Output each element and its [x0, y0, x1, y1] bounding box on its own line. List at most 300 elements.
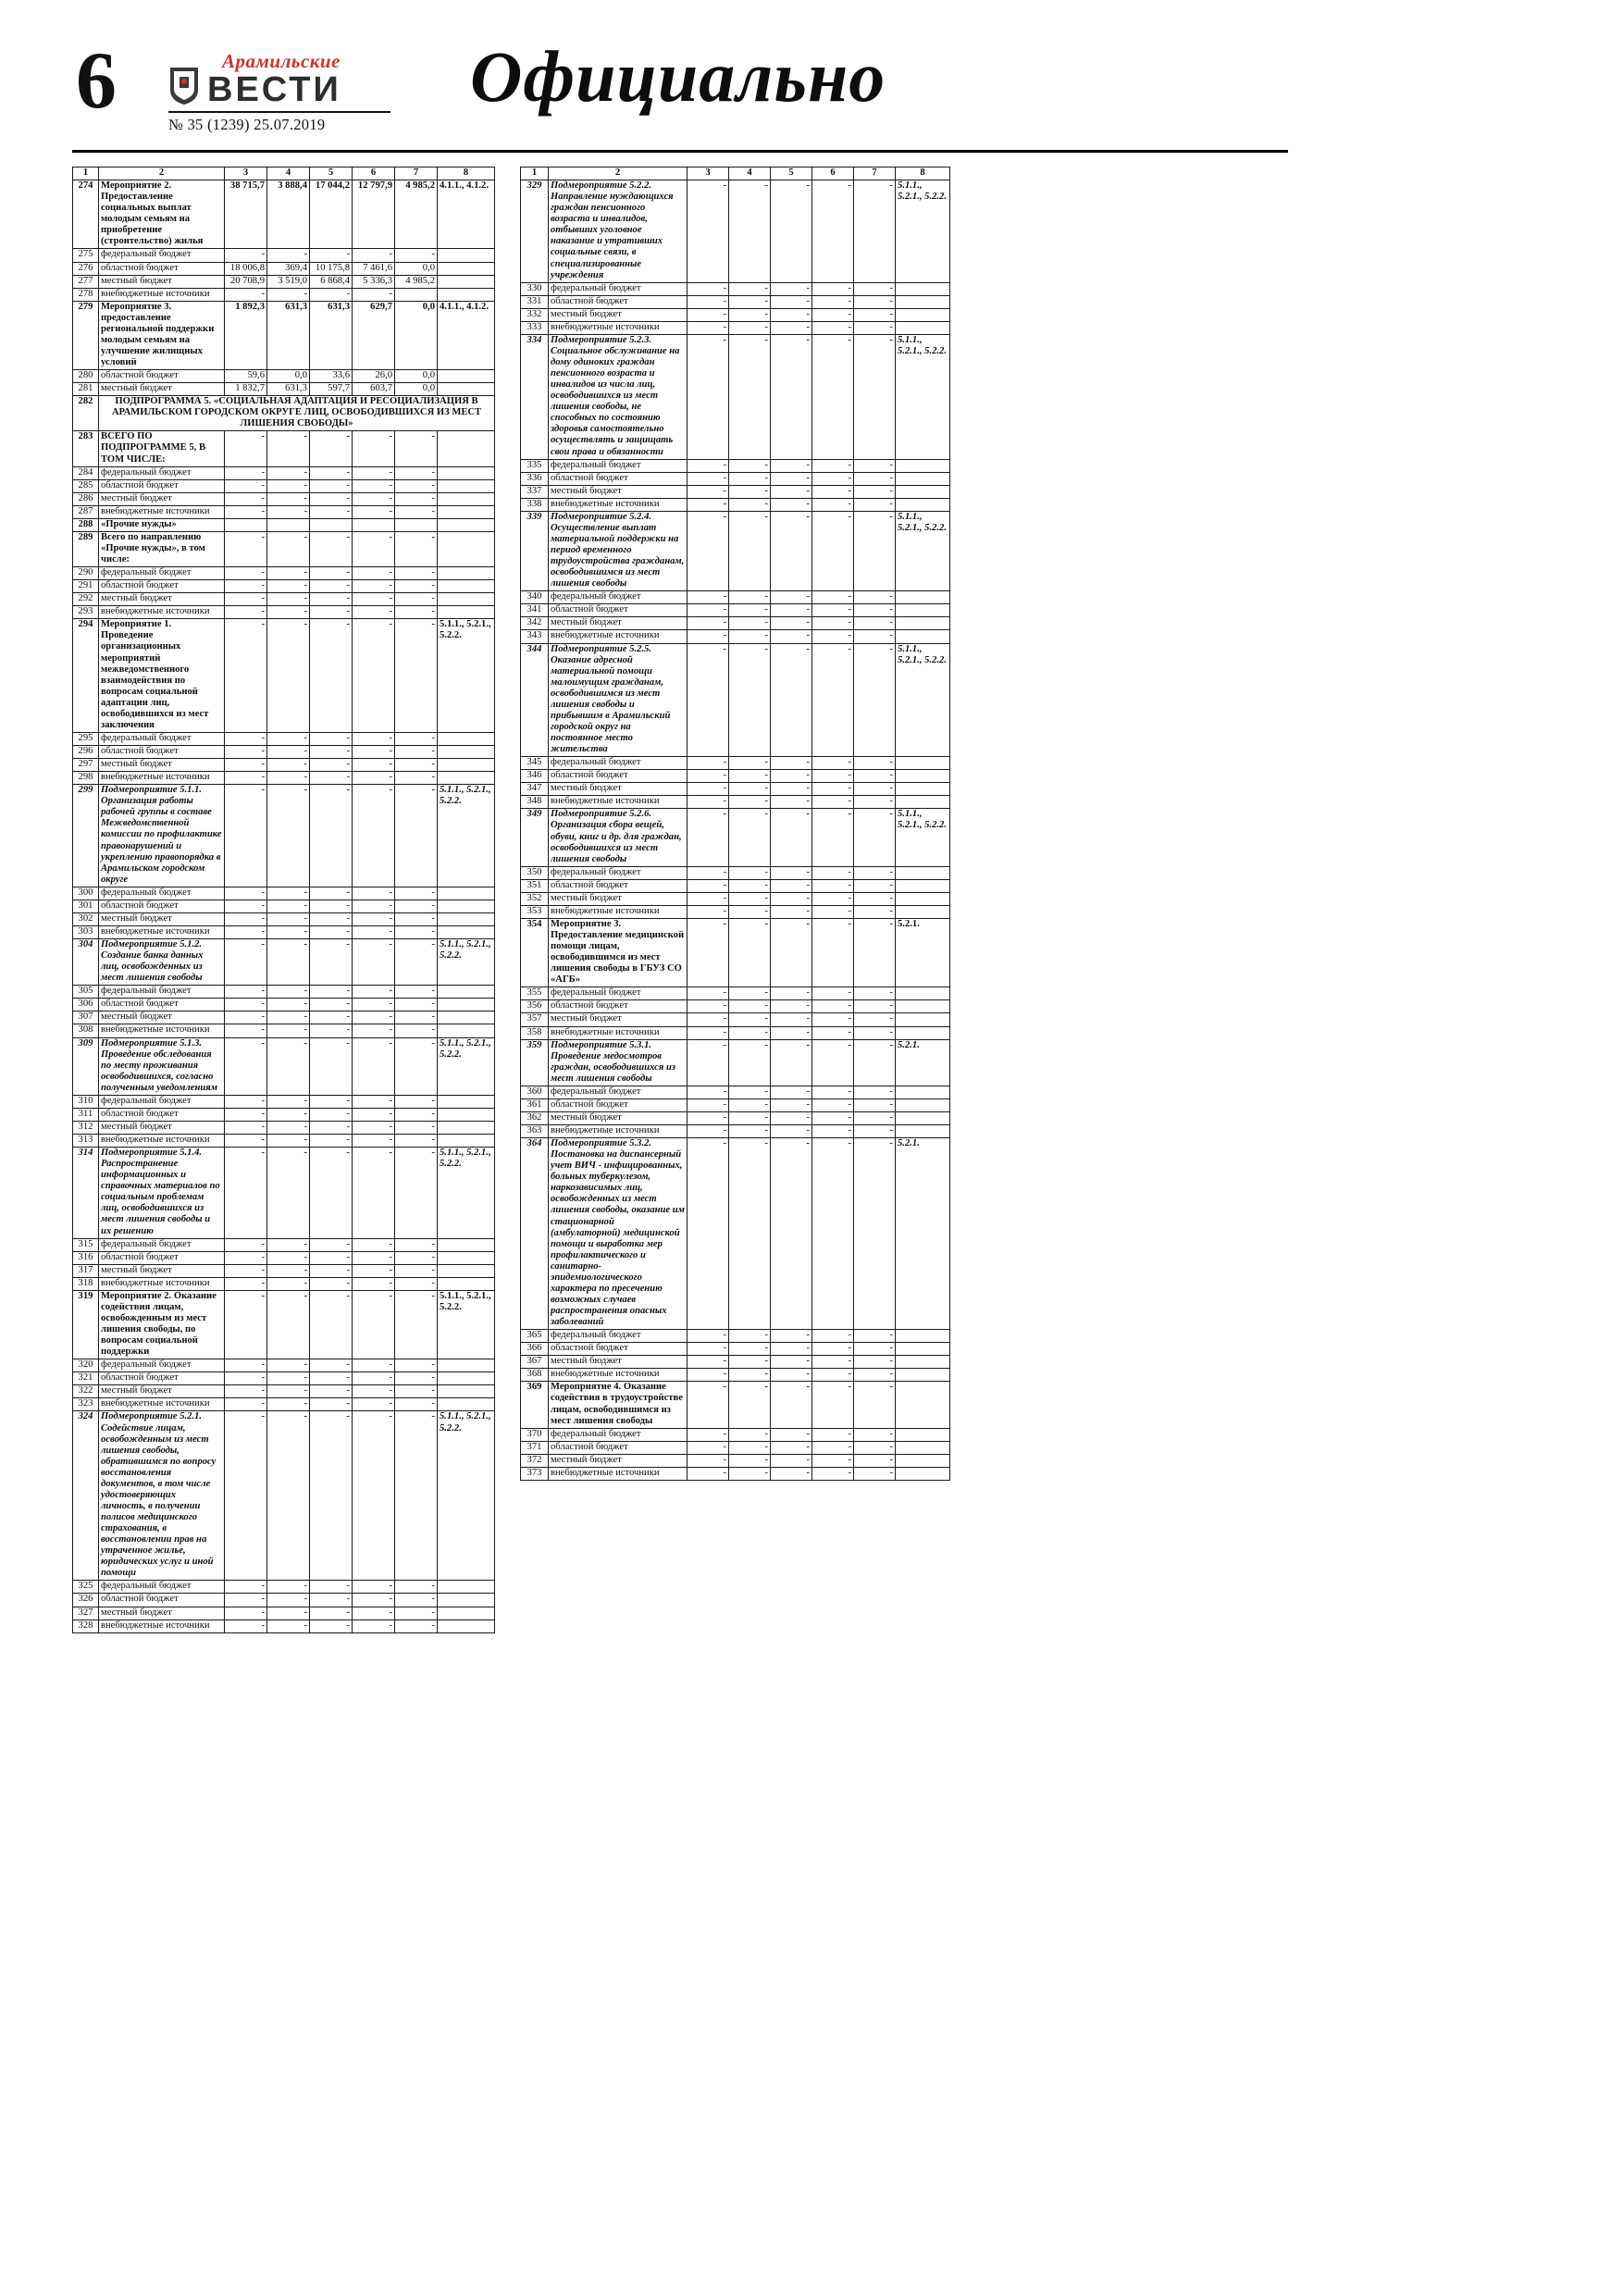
amount-cell: - [395, 593, 438, 606]
target-ref-cell [438, 275, 495, 288]
amount-cell: - [310, 1148, 353, 1239]
row-number-cell: 327 [73, 1607, 99, 1620]
row-title-cell: федеральный бюджет [549, 282, 688, 295]
target-ref-cell [438, 1385, 495, 1398]
amount-cell: - [688, 770, 729, 783]
amount-cell: - [729, 334, 771, 459]
row-title-cell: ВСЕГО ПО ПОДПРОГРАММЕ 5, В ТОМ ЧИСЛЕ: [99, 431, 225, 466]
amount-cell: - [688, 783, 729, 796]
table-row [521, 757, 950, 770]
amount-cell: - [395, 1264, 438, 1277]
amount-cell: - [688, 321, 729, 334]
row-title-cell: федеральный бюджет [99, 732, 225, 745]
target-ref-cell [896, 1125, 950, 1138]
page-number: 6 [76, 36, 117, 126]
table-row [73, 1121, 495, 1134]
amount-cell: - [729, 1454, 771, 1467]
row-title-cell: Мероприятие 3. предоставление региональной поддержки молодым семьям на улучшение жилищных условий [99, 301, 225, 369]
row-number-cell: 285 [73, 479, 99, 492]
table-row [521, 334, 950, 459]
amount-cell: - [225, 1607, 267, 1620]
row-title-cell: федеральный бюджет [99, 249, 225, 262]
amount-cell: - [688, 918, 729, 987]
amount-cell: - [267, 1385, 310, 1398]
target-ref-cell [896, 1111, 950, 1124]
amount-cell: - [854, 459, 896, 472]
table-row [521, 630, 950, 643]
brand-row [168, 50, 390, 109]
table-row [521, 1454, 950, 1467]
amount-cell: - [395, 1251, 438, 1264]
target-ref-cell [896, 1026, 950, 1039]
amount-cell: - [729, 1428, 771, 1441]
row-number-cell: 350 [521, 866, 549, 879]
amount-cell: - [688, 757, 729, 770]
table-row [521, 866, 950, 879]
amount-cell: 4 985,2 [395, 275, 438, 288]
brand-name-bottom: ВЕСТИ [207, 70, 341, 109]
table-row [521, 879, 950, 892]
amount-cell: - [395, 1594, 438, 1607]
amount-cell: - [729, 1125, 771, 1138]
row-number-cell: 354 [521, 918, 549, 987]
target-ref-cell [438, 1581, 495, 1594]
column-header: 5 [310, 168, 353, 180]
row-title-cell: Подмероприятие 5.1.1. Организация работы рабочей группы в составе Межведомственной комиссии по профилактике правонарушений и укреплению правопорядка в Арамильском городском округе [99, 785, 225, 887]
amount-cell: - [729, 604, 771, 617]
target-ref-cell: 5.2.1. [896, 918, 950, 987]
row-number-cell: 358 [521, 1026, 549, 1039]
amount-cell: - [310, 1264, 353, 1277]
row-title-cell: федеральный бюджет [99, 567, 225, 580]
table-row [73, 518, 495, 531]
target-ref-cell [438, 262, 495, 275]
amount-cell: - [225, 1385, 267, 1398]
amount-cell: - [267, 431, 310, 466]
amount-cell: - [771, 796, 812, 809]
amount-cell: - [353, 567, 395, 580]
row-number-cell: 324 [73, 1411, 99, 1581]
target-ref-cell [896, 892, 950, 905]
table-row [521, 511, 950, 590]
section-title: Официально [470, 36, 886, 117]
amount-cell: - [729, 498, 771, 511]
amount-cell: - [267, 593, 310, 606]
amount-cell: - [688, 604, 729, 617]
amount-cell: - [225, 1121, 267, 1134]
amount-cell: - [771, 1125, 812, 1138]
row-title-cell: местный бюджет [549, 1111, 688, 1124]
column-header: 8 [438, 168, 495, 180]
target-ref-cell [438, 1121, 495, 1134]
target-ref-cell [438, 732, 495, 745]
amount-cell: - [225, 1024, 267, 1037]
amount-cell: - [771, 1086, 812, 1098]
table-row [521, 770, 950, 783]
target-ref-cell [438, 746, 495, 759]
amount-cell: - [729, 757, 771, 770]
target-ref-cell [438, 567, 495, 580]
target-ref-cell [896, 1369, 950, 1382]
target-ref-cell: 5.1.1., 5.2.1., 5.2.2. [438, 1037, 495, 1095]
table-row [521, 1086, 950, 1098]
amount-cell: - [812, 879, 854, 892]
amount-cell: - [771, 987, 812, 1000]
table-row [73, 593, 495, 606]
table-row [73, 1607, 495, 1620]
amount-cell: 1 832,7 [225, 383, 267, 396]
amount-cell: - [771, 918, 812, 987]
amount-cell: - [310, 1398, 353, 1411]
target-ref-cell [896, 1098, 950, 1111]
amount-cell: - [225, 1277, 267, 1290]
amount-cell: 629,7 [353, 301, 395, 369]
amount-cell: - [688, 498, 729, 511]
row-number-cell: 304 [73, 939, 99, 986]
amount-cell: - [854, 1382, 896, 1428]
amount-cell: - [353, 288, 395, 301]
row-title-cell: местный бюджет [99, 1264, 225, 1277]
row-title-cell: Подмероприятие 5.3.1. Проведение медосмотров граждан, освободившихся из мест лишения свободы [549, 1039, 688, 1086]
amount-cell: - [729, 1441, 771, 1454]
amount-cell: - [688, 617, 729, 630]
row-title-cell: областной бюджет [549, 1000, 688, 1013]
amount-cell: - [395, 986, 438, 999]
amount-cell: - [310, 567, 353, 580]
target-ref-cell [438, 759, 495, 772]
amount-cell: - [353, 1372, 395, 1385]
amount-cell [395, 518, 438, 531]
amount-cell: - [353, 912, 395, 925]
amount-cell: - [395, 900, 438, 912]
row-number-cell: 333 [521, 321, 549, 334]
row-number-cell: 280 [73, 370, 99, 383]
table-row [73, 606, 495, 619]
amount-cell: - [729, 459, 771, 472]
amount-cell: - [854, 1356, 896, 1369]
amount-cell: 6 868,4 [310, 275, 353, 288]
amount-cell: - [395, 1011, 438, 1024]
amount-cell: - [267, 785, 310, 887]
amount-cell: - [688, 472, 729, 485]
amount-cell: - [854, 295, 896, 308]
amount-cell: - [310, 912, 353, 925]
table-row [521, 1125, 950, 1138]
amount-cell: 12 797,9 [353, 180, 395, 249]
row-title-cell: внебюджетные источники [549, 321, 688, 334]
row-title-cell: областной бюджет [549, 604, 688, 617]
row-title-cell: Подмероприятие 5.1.3. Проведение обследования по месту проживания освободившихся, согласно полученным уведомлениям [99, 1037, 225, 1095]
amount-cell: - [771, 498, 812, 511]
amount-cell: - [812, 295, 854, 308]
amount-cell: - [771, 1026, 812, 1039]
amount-cell: 7 461,6 [353, 262, 395, 275]
table-row [521, 643, 950, 757]
row-number-cell: 294 [73, 619, 99, 733]
target-ref-cell [896, 498, 950, 511]
amount-cell: - [729, 1026, 771, 1039]
amount-cell: - [267, 1108, 310, 1121]
row-title-cell: местный бюджет [99, 593, 225, 606]
row-number-cell: 365 [521, 1330, 549, 1343]
target-ref-cell: 5.1.1., 5.2.1., 5.2.2. [438, 1411, 495, 1581]
row-number-cell: 351 [521, 879, 549, 892]
amount-cell: - [812, 1428, 854, 1441]
amount-cell: - [688, 892, 729, 905]
table-row [521, 905, 950, 918]
amount-cell: 5 336,3 [353, 275, 395, 288]
target-ref-cell [438, 925, 495, 938]
row-number-cell: 353 [521, 905, 549, 918]
amount-cell: - [688, 591, 729, 604]
row-number-cell: 369 [521, 1382, 549, 1428]
row-number-cell: 318 [73, 1277, 99, 1290]
column-header: 8 [896, 168, 950, 180]
table-row [73, 1359, 495, 1372]
target-ref-cell: 5.2.1. [896, 1138, 950, 1330]
row-number-cell: 367 [521, 1356, 549, 1369]
row-title-cell: федеральный бюджет [549, 591, 688, 604]
row-title-cell: местный бюджет [99, 759, 225, 772]
row-title-cell: Мероприятие 2. Оказание содействия лицам, освобожденным из мест лишения свободы, по вопросам социальной поддержки [99, 1290, 225, 1359]
amount-cell: - [854, 1125, 896, 1138]
row-title-cell: местный бюджет [549, 1454, 688, 1467]
target-ref-cell [438, 900, 495, 912]
target-ref-cell [896, 757, 950, 770]
brand-name-top: Арамильские [222, 50, 341, 72]
header-rule [72, 150, 1288, 153]
amount-cell: - [771, 892, 812, 905]
row-number-cell: 309 [73, 1037, 99, 1095]
amount-cell: - [267, 1620, 310, 1632]
table-row [521, 282, 950, 295]
amount-cell: - [353, 1359, 395, 1372]
amount-cell: - [395, 772, 438, 785]
row-title-cell: местный бюджет [549, 783, 688, 796]
row-number-cell: 314 [73, 1148, 99, 1239]
amount-cell: - [729, 1369, 771, 1382]
amount-cell: - [854, 796, 896, 809]
target-ref-cell [438, 1264, 495, 1277]
amount-cell: - [395, 1148, 438, 1239]
row-title-cell: Мероприятие 1. Проведение организационных мероприятий межведомственного взаимодействия по вопросам социальной адаптации лиц, освободившихся из мест заключения [99, 619, 225, 733]
amount-cell: - [267, 567, 310, 580]
row-number-cell: 357 [521, 1013, 549, 1026]
amount-cell: - [310, 772, 353, 785]
amount-cell: - [395, 1037, 438, 1095]
target-ref-cell: 5.2.1. [896, 1039, 950, 1086]
amount-cell: - [395, 1385, 438, 1398]
amount-cell: - [729, 892, 771, 905]
row-number-cell: 331 [521, 295, 549, 308]
amount-cell: - [225, 887, 267, 900]
amount-cell: - [854, 472, 896, 485]
row-number-cell: 337 [521, 485, 549, 498]
amount-cell: - [310, 939, 353, 986]
amount-cell: - [688, 1428, 729, 1441]
row-number-cell: 274 [73, 180, 99, 249]
row-number-cell: 360 [521, 1086, 549, 1098]
table-row [73, 900, 495, 912]
amount-cell: - [225, 1011, 267, 1024]
amount-cell: - [729, 485, 771, 498]
amount-cell: - [854, 643, 896, 757]
table-row [521, 1330, 950, 1343]
amount-cell: - [267, 619, 310, 733]
amount-cell: - [310, 746, 353, 759]
amount-cell: 0,0 [395, 383, 438, 396]
table-row [73, 1594, 495, 1607]
amount-cell: 1 892,3 [225, 301, 267, 369]
row-title-cell: местный бюджет [99, 492, 225, 505]
row-number-cell: 290 [73, 567, 99, 580]
row-number-cell: 332 [521, 308, 549, 321]
amount-cell: - [812, 892, 854, 905]
amount-cell: - [353, 1011, 395, 1024]
target-ref-cell [438, 1108, 495, 1121]
amount-cell: - [267, 1135, 310, 1148]
amount-cell: - [225, 1037, 267, 1095]
target-ref-cell [438, 999, 495, 1011]
amount-cell: - [729, 321, 771, 334]
amount-cell: - [688, 643, 729, 757]
table-columns [72, 167, 1288, 1633]
column-header: 6 [812, 168, 854, 180]
amount-cell: - [812, 918, 854, 987]
table-row [521, 180, 950, 283]
amount-cell: - [729, 879, 771, 892]
target-ref-cell: 5.1.1., 5.2.1., 5.2.2. [438, 785, 495, 887]
amount-cell: - [310, 431, 353, 466]
amount-cell: - [267, 1398, 310, 1411]
amount-cell: - [688, 1013, 729, 1026]
target-ref-cell: 5.1.1., 5.2.1., 5.2.2. [896, 511, 950, 590]
row-title-cell: областной бюджет [99, 1251, 225, 1264]
table-row [521, 1013, 950, 1026]
amount-cell: - [729, 1111, 771, 1124]
target-ref-cell [896, 987, 950, 1000]
target-ref-cell [896, 617, 950, 630]
row-number-cell: 284 [73, 466, 99, 479]
table-row [521, 892, 950, 905]
target-ref-cell: 5.1.1., 5.2.1., 5.2.2. [896, 180, 950, 283]
brand-logo [168, 52, 390, 134]
amount-cell: - [267, 1594, 310, 1607]
table-row [521, 1441, 950, 1454]
amount-cell: - [729, 905, 771, 918]
budget-table-left [72, 167, 495, 1633]
row-title-cell: областной бюджет [549, 770, 688, 783]
amount-cell: - [688, 809, 729, 866]
amount-cell: - [771, 643, 812, 757]
target-ref-cell [896, 1356, 950, 1369]
row-title-cell: внебюджетные источники [99, 1135, 225, 1148]
target-ref-cell [438, 1277, 495, 1290]
amount-cell: - [854, 1454, 896, 1467]
amount-cell: - [310, 1037, 353, 1095]
amount-cell: - [353, 1411, 395, 1581]
amount-cell: - [729, 1467, 771, 1480]
amount-cell: 59,6 [225, 370, 267, 383]
table-row [73, 1024, 495, 1037]
amount-cell: - [771, 757, 812, 770]
row-number-cell: 298 [73, 772, 99, 785]
amount-cell: - [688, 1356, 729, 1369]
table-row [521, 617, 950, 630]
amount-cell: - [854, 1013, 896, 1026]
amount-cell: - [812, 498, 854, 511]
amount-cell: - [310, 1277, 353, 1290]
row-title-cell: федеральный бюджет [549, 1086, 688, 1098]
row-title-cell: местный бюджет [99, 275, 225, 288]
amount-cell: - [688, 879, 729, 892]
target-ref-cell [438, 887, 495, 900]
amount-cell: - [688, 630, 729, 643]
row-number-cell: 362 [521, 1111, 549, 1124]
column-header: 1 [521, 168, 549, 180]
amount-cell: - [729, 1343, 771, 1356]
table-row [73, 619, 495, 733]
amount-cell: 631,3 [267, 383, 310, 396]
row-title-cell: областной бюджет [99, 999, 225, 1011]
amount-cell: - [310, 531, 353, 566]
amount-cell: - [688, 308, 729, 321]
amount-cell: - [812, 643, 854, 757]
target-ref-cell [896, 1441, 950, 1454]
amount-cell: - [225, 1594, 267, 1607]
target-ref-cell [438, 986, 495, 999]
amount-cell: - [812, 1454, 854, 1467]
amount-cell: - [854, 308, 896, 321]
row-title-cell: внебюджетные источники [99, 1277, 225, 1290]
amount-cell: - [854, 334, 896, 459]
row-number-cell: 344 [521, 643, 549, 757]
row-title-cell: местный бюджет [549, 308, 688, 321]
amount-cell: - [771, 308, 812, 321]
row-title-cell: федеральный бюджет [99, 1359, 225, 1372]
row-title-cell: внебюджетные источники [549, 1467, 688, 1480]
table-row [73, 1108, 495, 1121]
amount-cell: - [771, 334, 812, 459]
target-ref-cell [438, 1011, 495, 1024]
target-ref-cell: 5.1.1., 5.2.1., 5.2.2. [438, 939, 495, 986]
table-row [521, 1026, 950, 1039]
amount-cell: - [395, 1135, 438, 1148]
table-row [73, 249, 495, 262]
table-row [73, 1385, 495, 1398]
amount-cell: - [267, 288, 310, 301]
table-row [521, 1138, 950, 1330]
amount-cell: - [771, 295, 812, 308]
amount-cell: - [688, 1111, 729, 1124]
table-row [521, 295, 950, 308]
table-row [73, 1398, 495, 1411]
target-ref-cell [896, 472, 950, 485]
amount-cell: - [267, 1011, 310, 1024]
amount-cell: - [729, 809, 771, 866]
target-ref-cell [438, 505, 495, 518]
row-number-cell: 320 [73, 1359, 99, 1372]
target-ref-cell [438, 249, 495, 262]
amount-cell: - [395, 1620, 438, 1632]
amount-cell: - [771, 783, 812, 796]
row-title-cell: областной бюджет [99, 1594, 225, 1607]
table-row [521, 459, 950, 472]
amount-cell: - [729, 1138, 771, 1330]
column-header: 2 [99, 168, 225, 180]
table-row [521, 987, 950, 1000]
row-number-cell: 302 [73, 912, 99, 925]
